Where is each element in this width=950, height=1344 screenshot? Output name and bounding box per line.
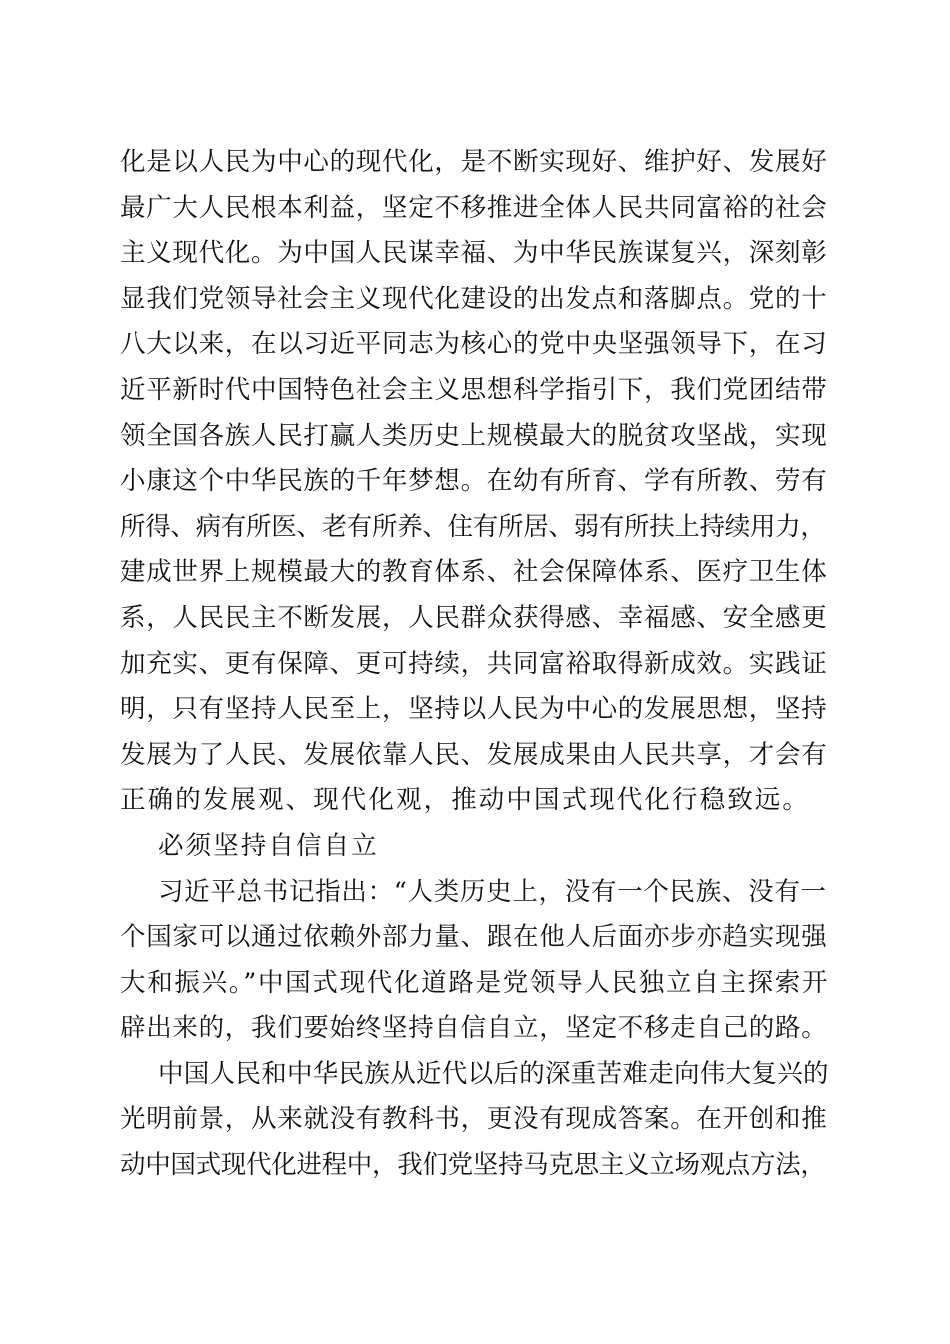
text-line: 习近平总书记指出：“人类历史上，没有一个民族、没有一: [158, 876, 827, 907]
document-body: [120, 140, 830, 1189]
text-line: 光明前景，从来就没有教科书，更没有现成答案。在开创和推: [120, 1104, 828, 1135]
text-line: 建成世界上规模最大的教育体系、社会保障体系、医疗卫生体: [120, 557, 828, 588]
text-line: 系，人民民主不断发展，人民群众获得感、幸福感、安全感更: [120, 602, 828, 633]
text-line: 辟出来的，我们要始终坚持自信自立，坚定不移走自己的路。: [120, 1013, 828, 1044]
text-line: 最广大人民根本利益，坚定不移推进全体人民共同富裕的社会: [120, 192, 828, 223]
text-line: 大和振兴。”中国式现代化道路是党领导人民独立自主探索开: [120, 967, 830, 998]
text-line: 显我们党领导社会主义现代化建设的出发点和落脚点。党的十: [120, 283, 828, 314]
text-line: 个国家可以通过依赖外部力量、跟在他人后面亦步亦趋实现强: [120, 922, 828, 953]
text-line: 动中国式现代化进程中，我们党坚持马克思主义立场观点方法，: [120, 1150, 826, 1181]
text-line: 化是以人民为中心的现代化，是不断实现好、维护好、发展好: [120, 147, 828, 177]
section-heading: 必须坚持自信自立: [158, 830, 379, 861]
text-line: 中国人民和中华民族从近代以后的深重苦难走向伟大复兴的: [158, 1058, 829, 1089]
text-line: 正确的发展观、现代化观，推动中国式现代化行稳致远。: [120, 785, 811, 816]
text-line: 明，只有坚持人民至上，坚持以人民为中心的发展思想，坚持: [120, 694, 828, 725]
text-line: 近平新时代中国特色社会主义思想科学指引下，我们党团结带: [120, 374, 828, 405]
text-line: 发展为了人民、发展依靠人民、发展成果由人民共享，才会有: [120, 739, 828, 770]
text-line: 八大以来，在以习近平同志为核心的党中央坚强领导下，在习: [120, 329, 828, 360]
text-line: 小康这个中华民族的千年梦想。在幼有所育、学有所教、劳有: [120, 466, 828, 497]
text-line: 主义现代化。为中国人民谋幸福、为中华民族谋复兴，深刻彰: [120, 238, 828, 269]
text-line: 加充实、更有保障、更可持续，共同富裕取得新成效。实践证: [120, 648, 828, 679]
text-line: 所得、病有所医、老有所养、住有所居、弱有所扶上持续用力，: [120, 511, 826, 542]
text-line: 领全国各族人民打赢人类历史上规模最大的脱贫攻坚战，实现: [120, 420, 828, 451]
